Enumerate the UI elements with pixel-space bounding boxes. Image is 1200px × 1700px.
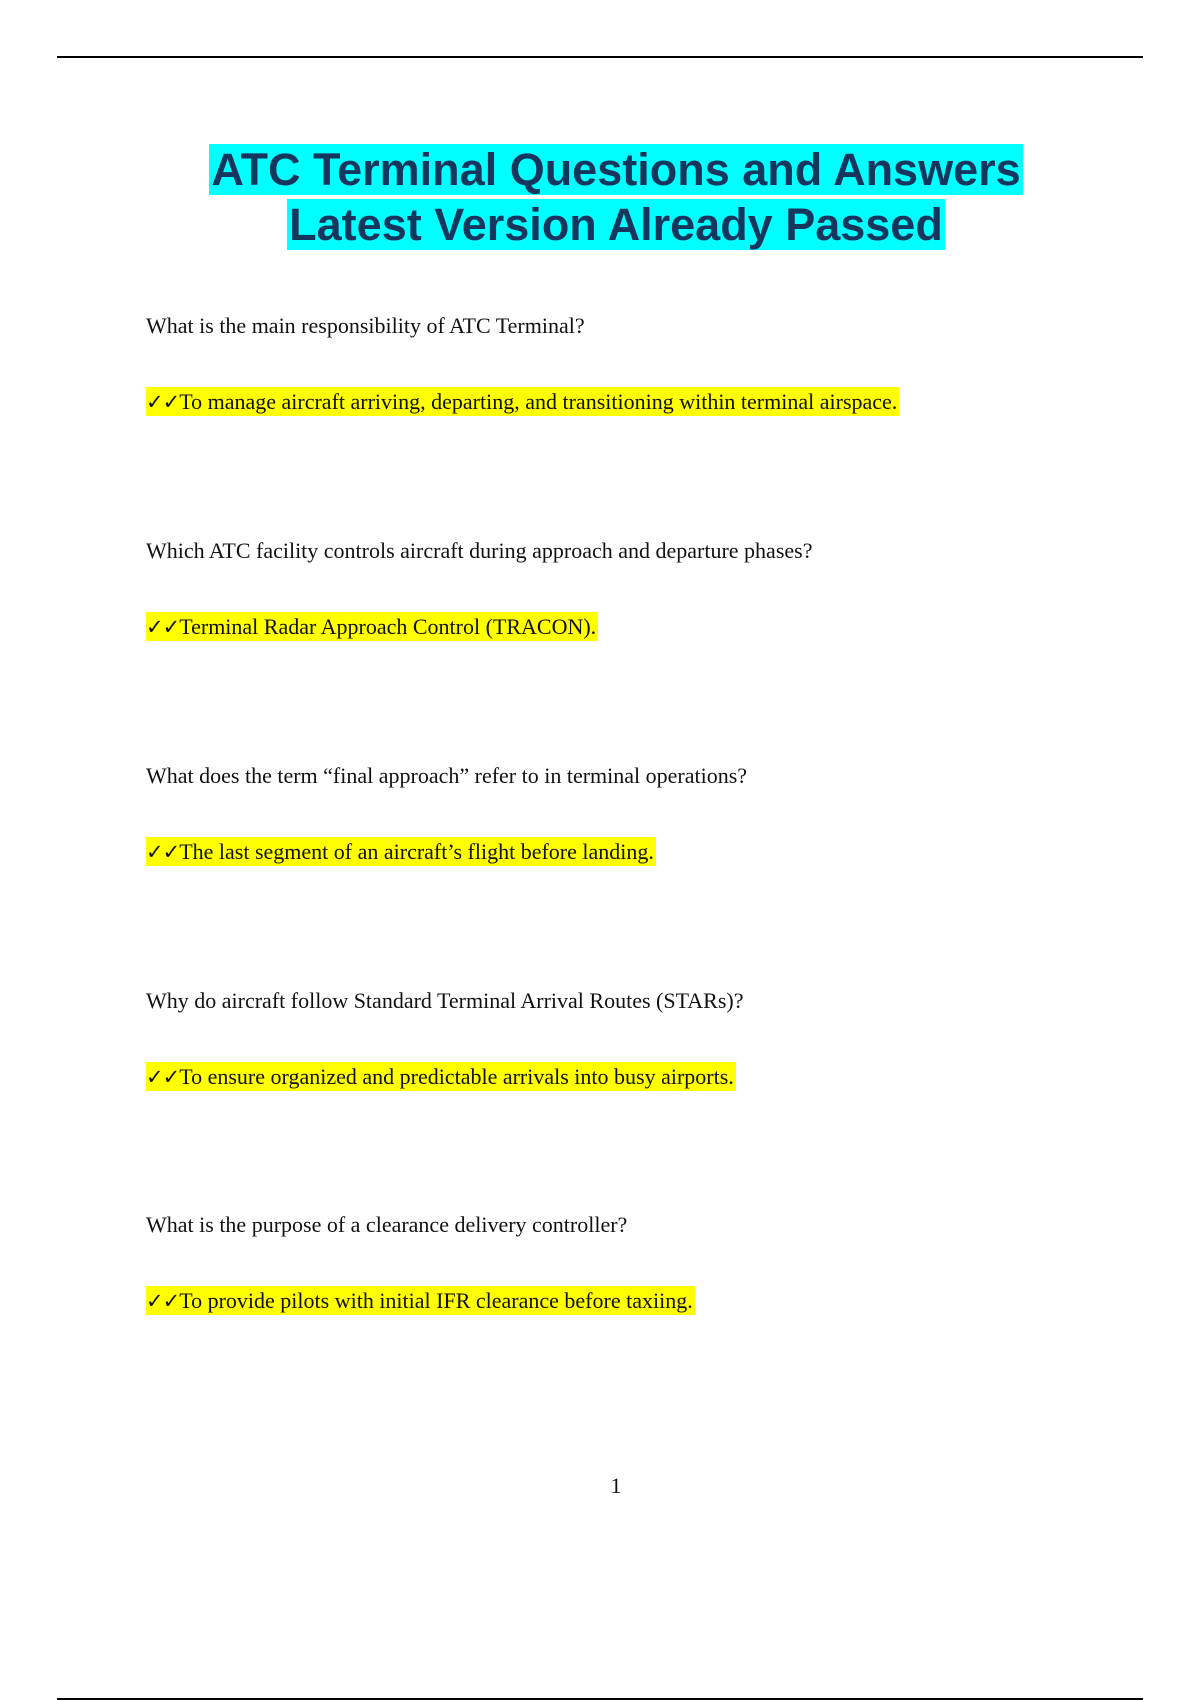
answer-text: Terminal Radar Approach Control (TRACON). (179, 614, 597, 639)
document-title (0, 142, 1200, 252)
answer (146, 388, 899, 416)
double-check-icon: ✓✓ (146, 1289, 180, 1313)
answer-text: To provide pilots with initial IFR clearance before taxiing. (179, 1288, 693, 1313)
question-text: What is the main responsibility of ATC Terminal? (146, 313, 585, 338)
title-line-2: Latest Version Already Passed (289, 199, 943, 250)
answer-text: The last segment of an aircraft’s flight before landing. (179, 839, 654, 864)
question-text: Why do aircraft follow Standard Terminal Arrival Routes (STARs)? (146, 988, 744, 1013)
qa-item-1 (146, 312, 1146, 414)
answer-text: To ensure organized and predictable arrivals into busy airports. (179, 1064, 734, 1089)
answer (146, 838, 656, 866)
qa-item-3 (146, 762, 1146, 864)
answer-text: To manage aircraft arriving, departing, and transitioning within terminal airspace. (179, 389, 898, 414)
question-text: What does the term “final approach” refer to in terminal operations? (146, 763, 748, 788)
top-rule (57, 56, 1143, 58)
answer (146, 1063, 736, 1091)
question-text: What is the purpose of a clearance delivery controller? (146, 1212, 628, 1237)
double-check-icon: ✓✓ (146, 1065, 180, 1089)
qa-item-5 (146, 1211, 1146, 1313)
page-number: 1 (610, 1473, 622, 1498)
qa-item-4 (146, 987, 1146, 1089)
title-line-1: ATC Terminal Questions and Answers (211, 144, 1021, 195)
answer-highlight (146, 387, 899, 416)
double-check-icon: ✓✓ (146, 390, 180, 414)
qa-item-2 (146, 537, 1146, 639)
answer-highlight (146, 612, 598, 641)
answer (146, 613, 598, 641)
question-text: Which ATC facility controls aircraft during approach and departure phases? (146, 538, 813, 563)
answer-highlight (146, 837, 656, 866)
double-check-icon: ✓✓ (146, 840, 180, 864)
answer (146, 1287, 695, 1315)
answer-highlight (146, 1286, 695, 1315)
double-check-icon: ✓✓ (146, 615, 180, 639)
answer-highlight (146, 1062, 736, 1091)
